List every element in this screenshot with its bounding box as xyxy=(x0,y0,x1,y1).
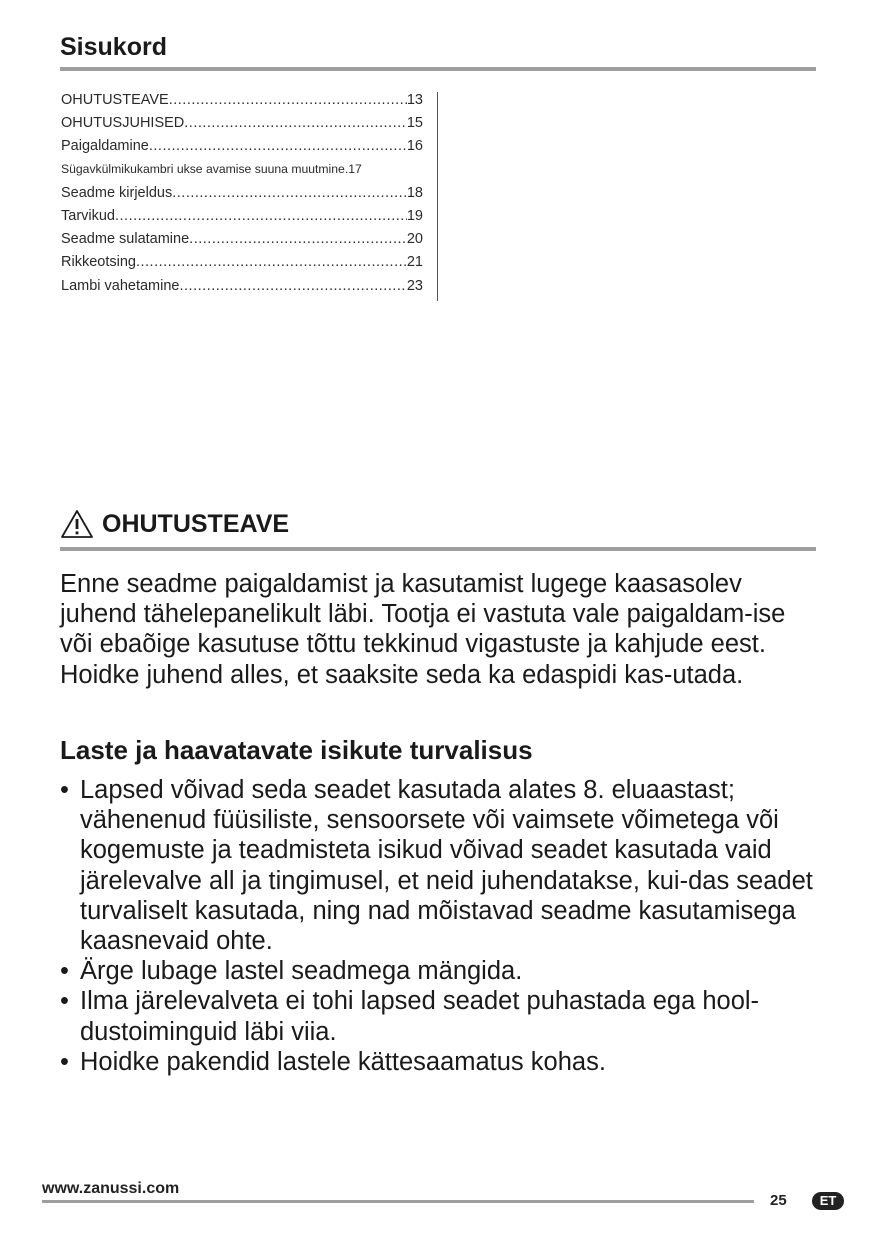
warning-triangle-icon xyxy=(60,509,94,539)
toc-item[interactable] xyxy=(61,254,423,277)
intro-paragraph: Enne seadme paigaldamist ja kasutamist lugege kaasasolev juhend tähelepanelikult läbi. Tootja ei vastuta vale paigaldam-ise või ebaõige kasutuse tõttu tekkinud vigastuste ja kahjude eest. Hoidke juhend alles, et saaksite seda ka edaspidi kas-utada. xyxy=(60,570,786,689)
toc-leader-dots xyxy=(172,185,407,201)
toc-item-title: Seadme kirjeldus xyxy=(61,184,173,201)
toc-item-page: 15 xyxy=(406,115,423,132)
toc-item-title: OHUTUSTEAVE xyxy=(61,92,169,108)
toc-leader-dots xyxy=(149,138,407,154)
toc-heading-rule xyxy=(60,67,816,71)
bullet-list xyxy=(60,775,820,1077)
table-of-contents xyxy=(61,92,438,301)
toc-item-page: 17 xyxy=(348,161,362,176)
section-heading-rule xyxy=(60,547,816,551)
toc-item[interactable] xyxy=(61,92,423,115)
toc-leader-dots xyxy=(169,92,407,108)
toc-item-page: 18 xyxy=(406,184,423,201)
website-link[interactable]: www.zanussi.com xyxy=(42,1180,180,1197)
toc-heading: Sisukord xyxy=(60,33,167,61)
toc-item-page: 16 xyxy=(406,138,423,155)
toc-item-title: Seadme sulatamine xyxy=(61,231,190,248)
toc-item-title: Paigaldamine xyxy=(61,138,149,155)
page-number: 25 xyxy=(770,1192,787,1209)
list-item: • Hoidke pakendid lastele kättesaamatus kohas. xyxy=(60,1047,820,1077)
section-heading xyxy=(60,509,289,539)
toc-leader-dots xyxy=(180,278,407,294)
toc-item-page: 21 xyxy=(406,254,423,271)
toc-item-page: 19 xyxy=(406,207,423,224)
toc-item[interactable] xyxy=(61,231,423,254)
language-badge: ET xyxy=(812,1192,844,1210)
toc-leader-dots xyxy=(189,231,407,247)
toc-item-title: Tarvikud xyxy=(61,207,115,224)
toc-item[interactable] xyxy=(61,162,423,185)
toc-item[interactable] xyxy=(61,115,423,138)
toc-item-title: Sügavkülmikukambri ukse avamise suuna muutmine. xyxy=(61,161,349,176)
subheading: Laste ja haavatavate isikute turvalisus xyxy=(60,735,533,765)
toc-item[interactable] xyxy=(61,208,423,231)
list-item: • Ärge lubage lastel seadmega mängida. xyxy=(60,956,820,986)
toc-leader-dots xyxy=(136,254,407,270)
list-item: • Lapsed võivad seda seadet kasutada alates 8. eluaastast; vähenenud füüsiliste, sensoorsete või vaimsete võimetega või kogemuste ja teadmisteta isikud võivad seadet kasutada vaid järelevalve all ja tingimusel, et neid juhendatakse, kui-das seadet turvaliselt kasutada, ning nad mõistavad seadme kasutamisega kaasnevaid ohte. xyxy=(60,775,820,956)
footer-rule xyxy=(42,1200,754,1203)
toc-item[interactable] xyxy=(61,278,423,301)
toc-item-page: 20 xyxy=(406,231,423,248)
list-item: • Ilma järelevalveta ei tohi lapsed seadet puhastada ega hool-dustoiminguid läbi viia. xyxy=(60,986,820,1046)
toc-item[interactable] xyxy=(61,138,423,161)
toc-item[interactable] xyxy=(61,185,423,208)
toc-leader-dots xyxy=(184,115,407,131)
toc-item-page: 13 xyxy=(406,92,423,108)
section-heading-text: OHUTUSTEAVE xyxy=(102,509,290,538)
toc-item-title: OHUTUSJUHISED xyxy=(61,115,185,132)
toc-leader-dots xyxy=(115,208,407,224)
toc-item-page: 23 xyxy=(406,277,423,294)
toc-item-title: Rikkeotsing xyxy=(61,254,136,271)
toc-item-title: Lambi vahetamine xyxy=(61,277,180,294)
